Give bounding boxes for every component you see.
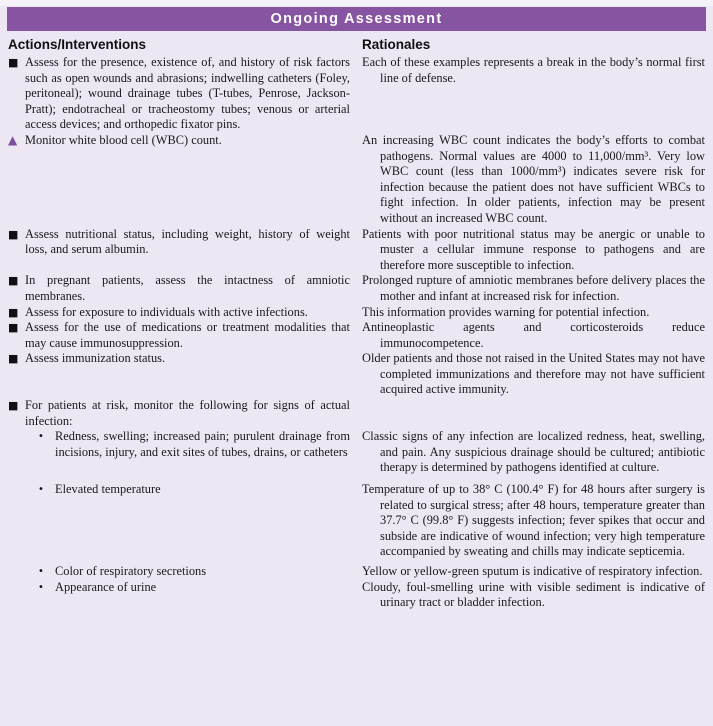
- dot-bullet-icon: •: [38, 484, 44, 496]
- triangle-bullet-icon: ▲: [8, 132, 18, 147]
- rationale-text: Patients with poor nutritional status may be anergic or unable to muster a cellular immune response to pathogens and are therefore more susceptible to infection.: [362, 226, 705, 272]
- rationale-text: Prolonged rupture of amniotic membranes before delivery places the mother and infant at increased risk for infection.: [362, 273, 705, 303]
- action-text: Monitor white blood cell (WBC) count.: [25, 132, 222, 147]
- action-text: Redness, swelling; increased pain; purulent drainage from incisions, injury, and exit sites of tubes, drains, or catheters: [55, 429, 350, 459]
- table-row: [8, 320, 705, 351]
- rationale-text: Older patients and those not raised in the United States may not have completed immunizations and therefore may not have sufficient acquired active immunity.: [362, 351, 705, 397]
- action-cell: [8, 564, 350, 580]
- table-row: [8, 305, 705, 321]
- rationale-text: Classic signs of any infection are localized redness, heat, swelling, and pain. Any suspicious drainage should be cultured; antibiotic therapy is determined by pathogens identified at culture.: [362, 429, 705, 475]
- square-bullet-icon: ■: [8, 321, 19, 335]
- column-headers: [0, 31, 713, 55]
- section-title-bar: [7, 7, 706, 31]
- action-cell: [8, 429, 350, 460]
- square-bullet-icon: ■: [8, 274, 19, 288]
- table-row: [8, 227, 705, 274]
- table-row: [8, 55, 705, 133]
- square-bullet-icon: ■: [8, 305, 19, 319]
- action-text: Assess for exposure to individuals with active infections.: [25, 304, 308, 319]
- action-text: Elevated temperature: [55, 482, 161, 497]
- rationale-text: Yellow or yellow-green sputum is indicative of respiratory infection.: [362, 564, 703, 578]
- action-cell: [8, 133, 350, 149]
- page-top-margin: [0, 0, 713, 6]
- action-text: Appearance of urine: [55, 579, 157, 594]
- action-text: Assess for the use of medications or treatment modalities that may cause immunosuppression.: [25, 320, 350, 350]
- action-text: Assess immunization status.: [25, 351, 166, 366]
- rationale-text: Antineoplastic agents and corticosteroids reduce immunocompetence.: [362, 320, 705, 350]
- action-text: Assess nutritional status, including weight, history of weight loss, and serum albumin.: [25, 226, 350, 257]
- square-bullet-icon: ■: [8, 352, 19, 366]
- column-header-rationales: Rationales: [362, 37, 431, 52]
- square-bullet-icon: ■: [8, 399, 19, 413]
- action-text: Assess for the presence, existence of, and history of risk factors such as open wounds and abrasions; indwelling catheters (Foley, peritoneal); wound drainage tubes (T-tubes, Penrose, Jackson-Pratt); endotracheal or tracheostomy tubes; venous or arterial access devices; and orthopedic fixator pins.: [25, 55, 350, 132]
- action-cell: [8, 227, 350, 258]
- action-text: In pregnant patients, assess the intactness of amniotic membranes.: [25, 273, 350, 303]
- action-cell: [8, 398, 350, 429]
- table-subrow: [8, 580, 705, 611]
- action-text: For patients at risk, monitor the following for signs of actual infection:: [25, 398, 350, 428]
- action-cell: [8, 55, 350, 133]
- table-row: [8, 351, 705, 398]
- action-cell: [8, 305, 350, 321]
- action-cell: [8, 482, 350, 498]
- action-cell: [8, 273, 350, 304]
- section-title: Ongoing Assessment: [270, 11, 443, 27]
- square-bullet-icon: ■: [8, 227, 19, 241]
- action-cell: [8, 351, 350, 367]
- assessment-table: [0, 55, 713, 611]
- table-row: [8, 133, 705, 227]
- dot-bullet-icon: •: [38, 431, 44, 443]
- action-text: Color of respiratory secretions: [55, 564, 207, 578]
- table-row: [8, 273, 705, 304]
- dot-bullet-icon: •: [38, 581, 44, 593]
- rationale-text: This information provides warning for potential infection.: [362, 304, 650, 319]
- action-cell: [8, 580, 350, 596]
- square-bullet-icon: ■: [8, 56, 19, 69]
- table-row: [8, 398, 705, 429]
- rationale-text: Cloudy, foul-smelling urine with visible sediment is indicative of urinary tract or bladder infection.: [362, 579, 705, 610]
- rationale-text: An increasing WBC count indicates the body’s efforts to combat pathogens. Normal values are 4000 to 11,000/mm³. Very low WBC count (less than 1000/mm³) indicates severe risk for infection because the patient does not have sufficient WBCs to fight infection. In older patients, infection may be present without an increased WBC count.: [362, 132, 705, 225]
- rationale-text: Each of these examples represents a break in the body’s normal first line of defense.: [362, 55, 705, 85]
- table-subrow: [8, 564, 705, 580]
- dot-bullet-icon: •: [38, 566, 44, 577]
- table-subrow: [8, 429, 705, 476]
- table-subrow: [8, 482, 705, 560]
- action-cell: [8, 320, 350, 351]
- column-header-actions: Actions/Interventions: [8, 37, 147, 52]
- rationale-text: Temperature of up to 38° C (100.4° F) for 48 hours after surgery is related to surgical stress; after 48 hours, temperature greater than 37.7° C (99.8° F) suggests infection; fever spikes that occur and subside are indicative of wound infection; very high temperature accompanied by sweating and chills may indicate septicemia.: [362, 482, 705, 559]
